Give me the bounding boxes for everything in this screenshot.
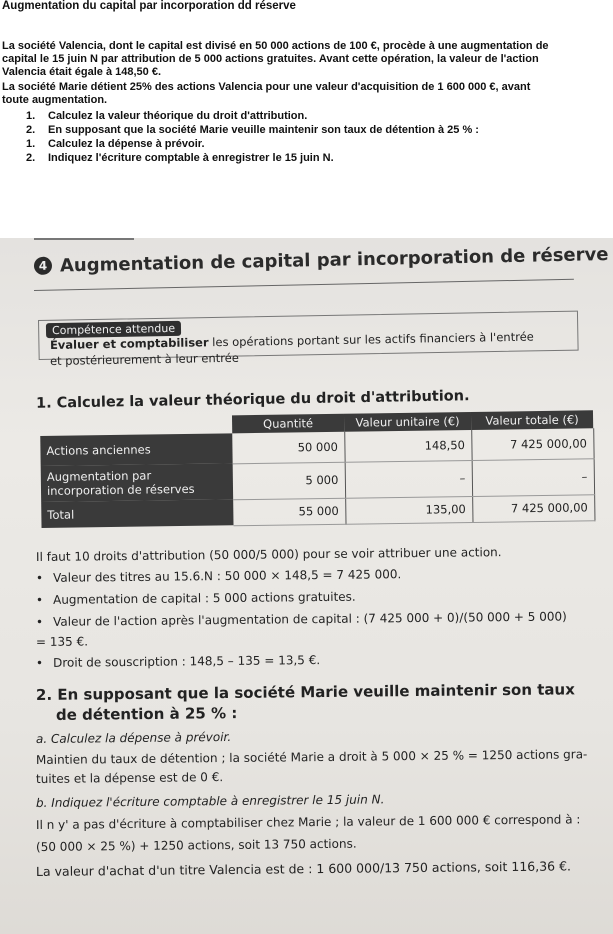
- cell-unit-value: 135,00: [345, 496, 472, 524]
- row-label: Augmentation par incorporation de réserves: [41, 463, 233, 502]
- statement-line: capital le 15 juin N par attribution de 5 000 actions gratuites. Avant cette opération, la valeur de l'action: [2, 53, 539, 65]
- competence-line: et postérieurement à leur entrée: [49, 350, 239, 368]
- answer-b-line: (50 000 × 25 %) + 1250 actions, soit 13 750 actions.: [35, 836, 357, 854]
- statement-line: La société Marie détient 25% des actions Valencia pour une valeur d'acquisition de 1 600 000 €, avant: [2, 81, 531, 93]
- section-title: [34, 244, 609, 277]
- column-header: Valeur unitaire (€): [344, 412, 471, 432]
- question-1-heading: 1. Calculez la valeur théorique du droit d'attribution.: [35, 388, 470, 412]
- cell-unit-value: –: [345, 460, 472, 498]
- column-header: Valeur totale (€): [471, 410, 593, 430]
- question-text: En supposant que la société Marie veuille maintenir son taux de détention à 25 % :: [48, 124, 479, 136]
- statement-line: Valencia était égale à 148,50 €.: [2, 66, 161, 78]
- bullet-continuation: = 135 €.: [35, 634, 89, 649]
- answer-b-line: Il n y' a pas d'écriture à comptabiliser chez Marie ; la valeur de 1 600 000 € correspond à :: [35, 812, 581, 832]
- question-2-heading: 2. En supposant que la société Marie veuille maintenir son taux: [35, 680, 575, 704]
- question-text: Indiquez l'écriture comptable à enregistrer le 15 juin N.: [48, 152, 334, 164]
- bullet-item: • Valeur de l'action après l'augmentation de capital : (7 425 000 + 0)/(50 000 + 5 000): [36, 609, 567, 629]
- bullet-item: • Augmentation de capital : 5 000 actions gratuites.: [36, 590, 356, 607]
- bullet-item: • Droit de souscription : 148,5 – 135 = 13,5 €.: [36, 653, 320, 670]
- question-text: Calculez la valeur théorique du droit d'attribution.: [48, 110, 308, 122]
- question-number: 1.: [26, 110, 36, 122]
- row-label: Total: [41, 499, 233, 528]
- competence-bold: Évaluer et comptabiliser: [49, 335, 209, 352]
- competence-rest: les opérations portant sur les actifs financiers à l'entrée: [208, 329, 534, 350]
- cell-total-value: 7 425 000,00: [472, 494, 594, 522]
- explanation-paragraph: Il faut 10 droits d'attribution (50 000/5 000) pour se voir attribuer une action.: [35, 545, 502, 564]
- subquestion-a: a. Calculez la dépense à prévoir.: [35, 729, 232, 746]
- cell-quantity: 50 000: [232, 432, 344, 464]
- statement-line: toute augmentation.: [2, 94, 108, 106]
- section-title-text: Augmentation de capital par incorporation de réserve: [59, 243, 609, 277]
- question-number: 2.: [26, 124, 36, 136]
- row-label: Actions anciennes: [40, 433, 232, 466]
- exercise-statement: [0, 0, 613, 240]
- answer-b-line: La valeur d'achat d'un titre Valencia est de : 1 600 000/13 750 actions, soit 116,36 €.: [35, 858, 572, 879]
- question-text: Calculez la dépense à prévoir.: [48, 138, 205, 150]
- answer-a-line: tuites et la dépense est de 0 €.: [35, 770, 224, 786]
- column-header: Quantité: [232, 414, 344, 434]
- question-number: 1.: [26, 138, 36, 150]
- cell-unit-value: 148,50: [344, 430, 471, 462]
- cell-total-value: –: [472, 458, 594, 496]
- cell-total-value: 7 425 000,00: [471, 428, 593, 460]
- answer-a-line: Maintien du taux de détention ; la société Marie a droit à 5 000 × 25 % = 1250 actions gra-: [35, 747, 588, 767]
- divider: [34, 279, 574, 291]
- subquestion-b: b. Indiquez l'écriture comptable à enregistrer le 15 juin N.: [35, 792, 385, 810]
- valuation-table: [40, 410, 595, 528]
- section-number-badge: 4: [34, 257, 52, 275]
- cell-quantity: 55 000: [233, 498, 345, 526]
- exercise-title: Augmentation du capital par incorporation dd réserve: [2, 0, 296, 12]
- question-2-heading: de détention à 25 % :: [55, 704, 238, 724]
- statement-line: La société Valencia, dont le capital est divisé en 50 000 actions de 100 €, procède à une augmentation de: [2, 40, 549, 52]
- textbook-photo: [0, 238, 613, 934]
- cell-quantity: 5 000: [233, 462, 345, 500]
- divider: [34, 238, 134, 240]
- question-number: 2.: [26, 152, 36, 164]
- bullet-item: • Valeur des titres au 15.6.N : 50 000 × 148,5 = 7 425 000.: [36, 567, 401, 585]
- competence-badge: Compétence attendue: [46, 321, 181, 338]
